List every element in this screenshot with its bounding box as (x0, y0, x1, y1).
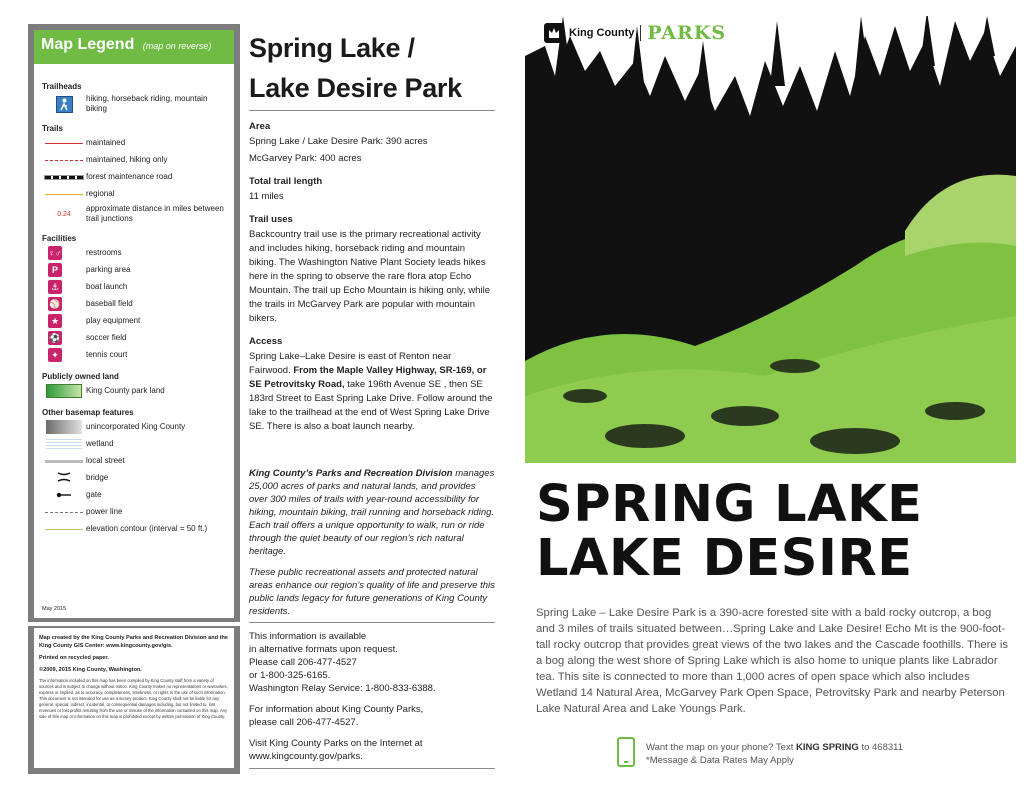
king-county-name: King County (569, 27, 635, 39)
park-land-swatch (46, 384, 82, 398)
parking-icon: P (48, 263, 62, 277)
map-legend (28, 24, 240, 622)
trail-length-heading: Total trail length (249, 176, 323, 187)
trail-uses-text: Backcountry trail use is the primary recreational activity and includes hiking, horseback riding and mountain biking. The Washington Native Plant Society leads hikes here in the spring to observe the rare flora atop Echo Mountain. The trail up Echo Mountain is hiking only, while the trails in McGarvey Park are popular with mountain bikers. (249, 229, 490, 324)
park-land-label: King County park land (86, 386, 165, 395)
more-info: For information about King County Parks, please call 206-477-4527. (249, 704, 424, 728)
parks-wordmark: PARKS (647, 22, 727, 44)
contour-label: elevation contour (interval = 50 ft.) (86, 524, 208, 533)
play-equipment-icon: ★ (48, 314, 62, 328)
credits-map-created: Map created by the King County Parks and Recreation Division and the King County GIS Center: www.kingcounty.gov/gis. (39, 635, 228, 649)
cover-title-line2: LAKE DESIRE (536, 529, 913, 588)
power-line-label: power line (86, 507, 123, 516)
unincorporated-label: unincorporated King County (86, 422, 186, 431)
gate-label: gate (86, 490, 102, 499)
access-directions-bold: From the Maple Valley Highway, SR-169, or SE Petrovitsky Road, (249, 365, 487, 390)
area-line2: McGarvey Park: 400 acres (249, 153, 362, 164)
unincorporated-swatch (46, 420, 82, 434)
alt-formats-info: This information is available in alternative formats upon request. Please call 206-477-4527 or 1-800-325-6165. Washington Relay Service: 1-800-833-6388. (249, 631, 436, 694)
public-land-heading: Publicly owned land (42, 372, 119, 381)
website-info: Visit King County Parks on the Internet at www.kingcounty.gov/parks. (249, 738, 423, 762)
distance-label: approximate distance in miles between trail junctions (86, 204, 224, 223)
mission-divider (249, 622, 495, 623)
area-line1: Spring Lake / Lake Desire Park: 390 acres (249, 136, 428, 147)
distance-value: 0.24 (57, 210, 71, 218)
access-part2: take 196th Avenue SE , then SE 183rd Street to East Spring Lake Drive. Follow around the lake to the trailhead at the end of West Spring Lake Drive SE. There is also a boat launch nearby. (249, 379, 493, 432)
sms-number: to 468311 (861, 742, 903, 753)
facility-baseball-label: baseball field (86, 299, 133, 308)
logo-divider (640, 25, 641, 41)
wetland-label: wetland (86, 439, 114, 448)
access-text (249, 350, 495, 434)
gate-icon (56, 491, 72, 500)
facility-play-label: play equipment (86, 316, 141, 325)
forest-illustration (525, 16, 1016, 463)
bottom-divider (249, 768, 495, 769)
mission-para1 (249, 467, 495, 558)
access-part1: Spring Lake–Lake Desire is east of Renton near Fairwood. (249, 351, 452, 376)
local-street-label: local street (86, 456, 125, 465)
trail-length-value: 11 miles (249, 191, 284, 202)
soccer-icon: ⚽ (48, 331, 62, 345)
contact-info (249, 630, 495, 763)
mission-statement (249, 467, 495, 618)
sms-note: *Message & Data Rates May Apply (646, 755, 794, 766)
credits-recycled: Printed on recycled paper. (39, 655, 109, 661)
title-divider (249, 110, 495, 111)
bridge-label: bridge (86, 473, 109, 482)
mission-para2: These public recreational assets and protected natural areas enhance our region’s quality of life and preserve this public lands legacy for future generations of King County residents. (249, 567, 495, 617)
trail-hiking-only-label: maintained, hiking only (86, 155, 168, 164)
facility-tennis-label: tennis court (86, 350, 128, 359)
king-county-parks-logo (544, 22, 726, 44)
tennis-icon: ✦ (48, 348, 62, 362)
legend-date: May 2015 (42, 606, 67, 612)
trails-heading: Trails (42, 124, 63, 133)
trailheads-heading: Trailheads (42, 82, 82, 91)
sms-info (646, 741, 903, 767)
king-county-crown-icon (544, 23, 564, 43)
facility-restrooms-label: restrooms (86, 248, 122, 257)
credits-box (28, 626, 240, 774)
trail-uses-heading: Trail uses (249, 214, 293, 225)
trail-regional-label: regional (86, 189, 115, 198)
facility-soccer-label: soccer field (86, 333, 127, 342)
sms-prefix: Want the map on your phone? Text (646, 742, 794, 753)
cover-title-line1: SPRING LAKE (536, 475, 923, 534)
restroom-icon: ♀♂ (48, 248, 62, 258)
mission-para1-text: manages 25,000 acres of parks and natural lands, and provides over 300 miles of trails with year-round accessibility for hiking, mountain biking, trail running and horseback riding. Each trail offers a unique opportunity to walk, run or ride through the quiet beauty of our region’s rich natural heritage. (249, 468, 495, 557)
mission-division-name: King County’s Parks and Recreation Division (249, 468, 453, 479)
credits-disclaimer: The information included on this map has been compiled by King County staff from a variety of sources and is subject to change without notice. King County makes no representations or warranties, express or implied, as to accuracy, completeness, timeliness, or rights to the use of such information. This document is not intended for use as a survey product. King County shall not be liable for any general, special, indirect, incidental, or consequential damages including, but not limited to, lost revenues or lost profits resulting from the use or misuse of the information contained on this map. Any sale of this map or information on this map is prohibited except by written permission of King County. (39, 678, 228, 719)
baseball-icon: ⚾ (48, 297, 62, 311)
trail-maintained-label: maintained (86, 138, 126, 147)
cover-title (536, 475, 1006, 588)
area-heading: Area (249, 121, 271, 132)
bridge-icon (57, 472, 71, 484)
wetland-swatch (46, 437, 82, 451)
boat-launch-icon: ⚓ (48, 280, 62, 294)
access-heading: Access (249, 336, 283, 347)
cover-description: Spring Lake – Lake Desire Park is a 390-acre forested site with a bald rocky outcrop, a bog and 3 miles of trails situated between…Spring Lake and Lake Desire! Echo Mt is the 900-foot-tall rocky outcrop that provides great views of the two lakes and the Cascade foothills. There is a bog along the west shore of Spring Lake which is also home to unique plants like Labrador tea. This site is connected to more than 1,000 acres of open space which also includes Wetland 14 Natural Area, McGarvey Park Open Space, Petrovitsky Park and nearby Peterson Lake Natural Area and Lake Youngs Park. (536, 607, 1008, 715)
park-title-line2: Lake Desire Park (249, 73, 462, 103)
park-info-column (249, 28, 495, 434)
facilities-heading: Facilities (42, 234, 77, 243)
credits-copyright: ©2009, 2015 King County, Washington. (39, 667, 142, 673)
legend-subtitle: (map on reverse) (142, 41, 212, 51)
facility-parking-label: parking area (86, 265, 131, 274)
park-title-line1: Spring Lake / (249, 33, 415, 63)
trail-forest-road-label: forest maintenance road (86, 172, 173, 181)
facility-boat-launch-label: boat launch (86, 282, 128, 291)
legend-header (34, 30, 234, 64)
phone-icon (617, 737, 635, 767)
legend-title: Map Legend (41, 36, 135, 53)
trailhead-icon (56, 96, 73, 113)
trailhead-label: hiking, horseback riding, mountain biking (86, 94, 208, 113)
basemap-heading: Other basemap features (42, 408, 134, 417)
sms-keyword: KING SPRING (795, 742, 859, 753)
